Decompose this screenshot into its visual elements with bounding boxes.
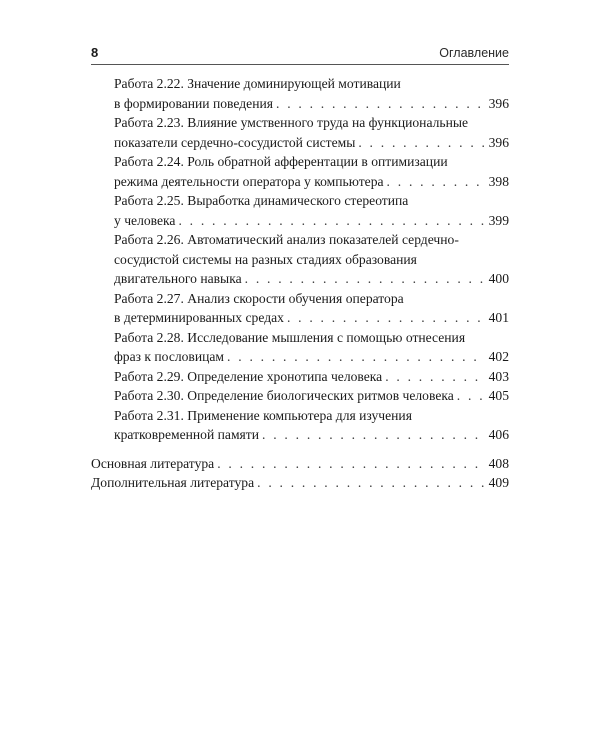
- toc-entry-title-line: Работа 2.28. Исследование мышления с помощью отнесения: [114, 329, 466, 345]
- toc-entry-title-line: Работа 2.29. Определение хронотипа человека: [114, 368, 383, 384]
- toc-entry-work: [91, 230, 509, 289]
- dot-leader: [276, 94, 485, 114]
- toc-entry-title-line: Работа 2.22. Значение доминирующей мотивации: [114, 76, 401, 91]
- toc-entry-last-line: [114, 94, 509, 114]
- running-head: Оглавление: [439, 46, 509, 60]
- toc-page-number: 409: [488, 475, 509, 490]
- toc-entry-title-line: сосудистой системы на разных стадиях образования: [114, 251, 417, 267]
- dot-leader: [358, 133, 484, 153]
- toc-entry-title-line: двигательного навыка: [114, 271, 242, 286]
- toc-page-number: 396: [488, 134, 509, 150]
- toc-entry-work: [91, 191, 509, 230]
- toc-entry-last-line: [91, 454, 509, 474]
- dot-leader: [245, 269, 485, 289]
- toc-entry-work: [91, 367, 509, 387]
- dot-leader: [178, 211, 484, 231]
- toc-entry-work: [91, 386, 509, 406]
- toc-entry-last-line: [114, 347, 509, 367]
- toc-entry-title-line: режима деятельности оператора у компьютера: [114, 173, 384, 189]
- toc-entry-title-line: Дополнительная литература: [91, 475, 255, 490]
- toc-entry-title-line: показатели сердечно-сосудистой системы: [114, 134, 356, 150]
- toc-page-number: 398: [488, 173, 509, 189]
- toc-entry-last-line: [114, 269, 509, 289]
- toc-entry-title-line: Работа 2.23. Влияние умственного труда на функциональные: [114, 115, 469, 130]
- toc-page-number: 403: [488, 368, 509, 384]
- toc-entry-work: [91, 74, 509, 113]
- toc-page-number: 401: [488, 310, 509, 325]
- toc-page-number: 399: [488, 212, 509, 228]
- toc-entry-section: [91, 473, 509, 493]
- dot-leader: [385, 367, 484, 387]
- dot-leader: [287, 308, 485, 328]
- toc-entry-title-line: Работа 2.30. Определение биологических ритмов человека: [114, 388, 454, 403]
- toc-entry-work: [91, 152, 509, 191]
- toc-entry-title-line: Работа 2.31. Применение компьютера для изучения: [114, 407, 412, 423]
- toc-page-number: 402: [488, 349, 509, 364]
- toc-page-number: 400: [488, 271, 509, 286]
- toc-entry-title-line: Работа 2.25. Выработка динамического стереотипа: [114, 193, 409, 208]
- dot-leader: [262, 425, 485, 445]
- toc-entry-section: [91, 454, 509, 474]
- dot-leader: [387, 172, 485, 192]
- dot-leader: [227, 347, 485, 367]
- header-rule: [91, 64, 509, 65]
- toc-entry-last-line: [114, 211, 509, 231]
- toc-entry-work: [91, 406, 509, 445]
- toc-entry-last-line: [114, 367, 509, 387]
- toc-entry-title-line: фраз к пословицам: [114, 349, 225, 364]
- toc-entry-title-line: у человека: [114, 212, 176, 228]
- toc-entry-last-line: [114, 308, 509, 328]
- toc-page-number: 408: [488, 455, 509, 471]
- toc-page-number: 406: [488, 427, 509, 442]
- toc-entry-title-line: в формировании поведения: [114, 95, 273, 111]
- dot-leader: [217, 454, 484, 474]
- toc-page-number: 396: [488, 95, 509, 111]
- toc-entry-title-line: кратковременной памяти: [114, 427, 260, 442]
- dot-leader: [457, 386, 485, 406]
- toc-entry-work: [91, 113, 509, 152]
- page-number: 8: [91, 45, 99, 60]
- toc-entry-last-line: [114, 386, 509, 406]
- toc-entry-title-line: в детерминированных средах: [114, 310, 284, 325]
- table-of-contents: [91, 74, 509, 493]
- toc-entry-work: [91, 289, 509, 328]
- toc-entry-title-line: Работа 2.24. Роль обратной афферентации в оптимизации: [114, 154, 448, 169]
- toc-entry-title-line: Работа 2.26. Автоматический анализ показателей сердечно-: [114, 232, 459, 247]
- toc-entry-last-line: [114, 133, 509, 153]
- toc-page-number: 405: [488, 388, 509, 403]
- toc-entry-work: [91, 328, 509, 367]
- toc-entry-last-line: [114, 172, 509, 192]
- toc-entry-last-line: [91, 473, 509, 493]
- toc-entry-title-line: Работа 2.27. Анализ скорости обучения оператора: [114, 290, 404, 306]
- dot-leader: [257, 473, 484, 493]
- toc-entry-title-line: Основная литература: [91, 455, 215, 471]
- toc-entry-last-line: [114, 425, 509, 445]
